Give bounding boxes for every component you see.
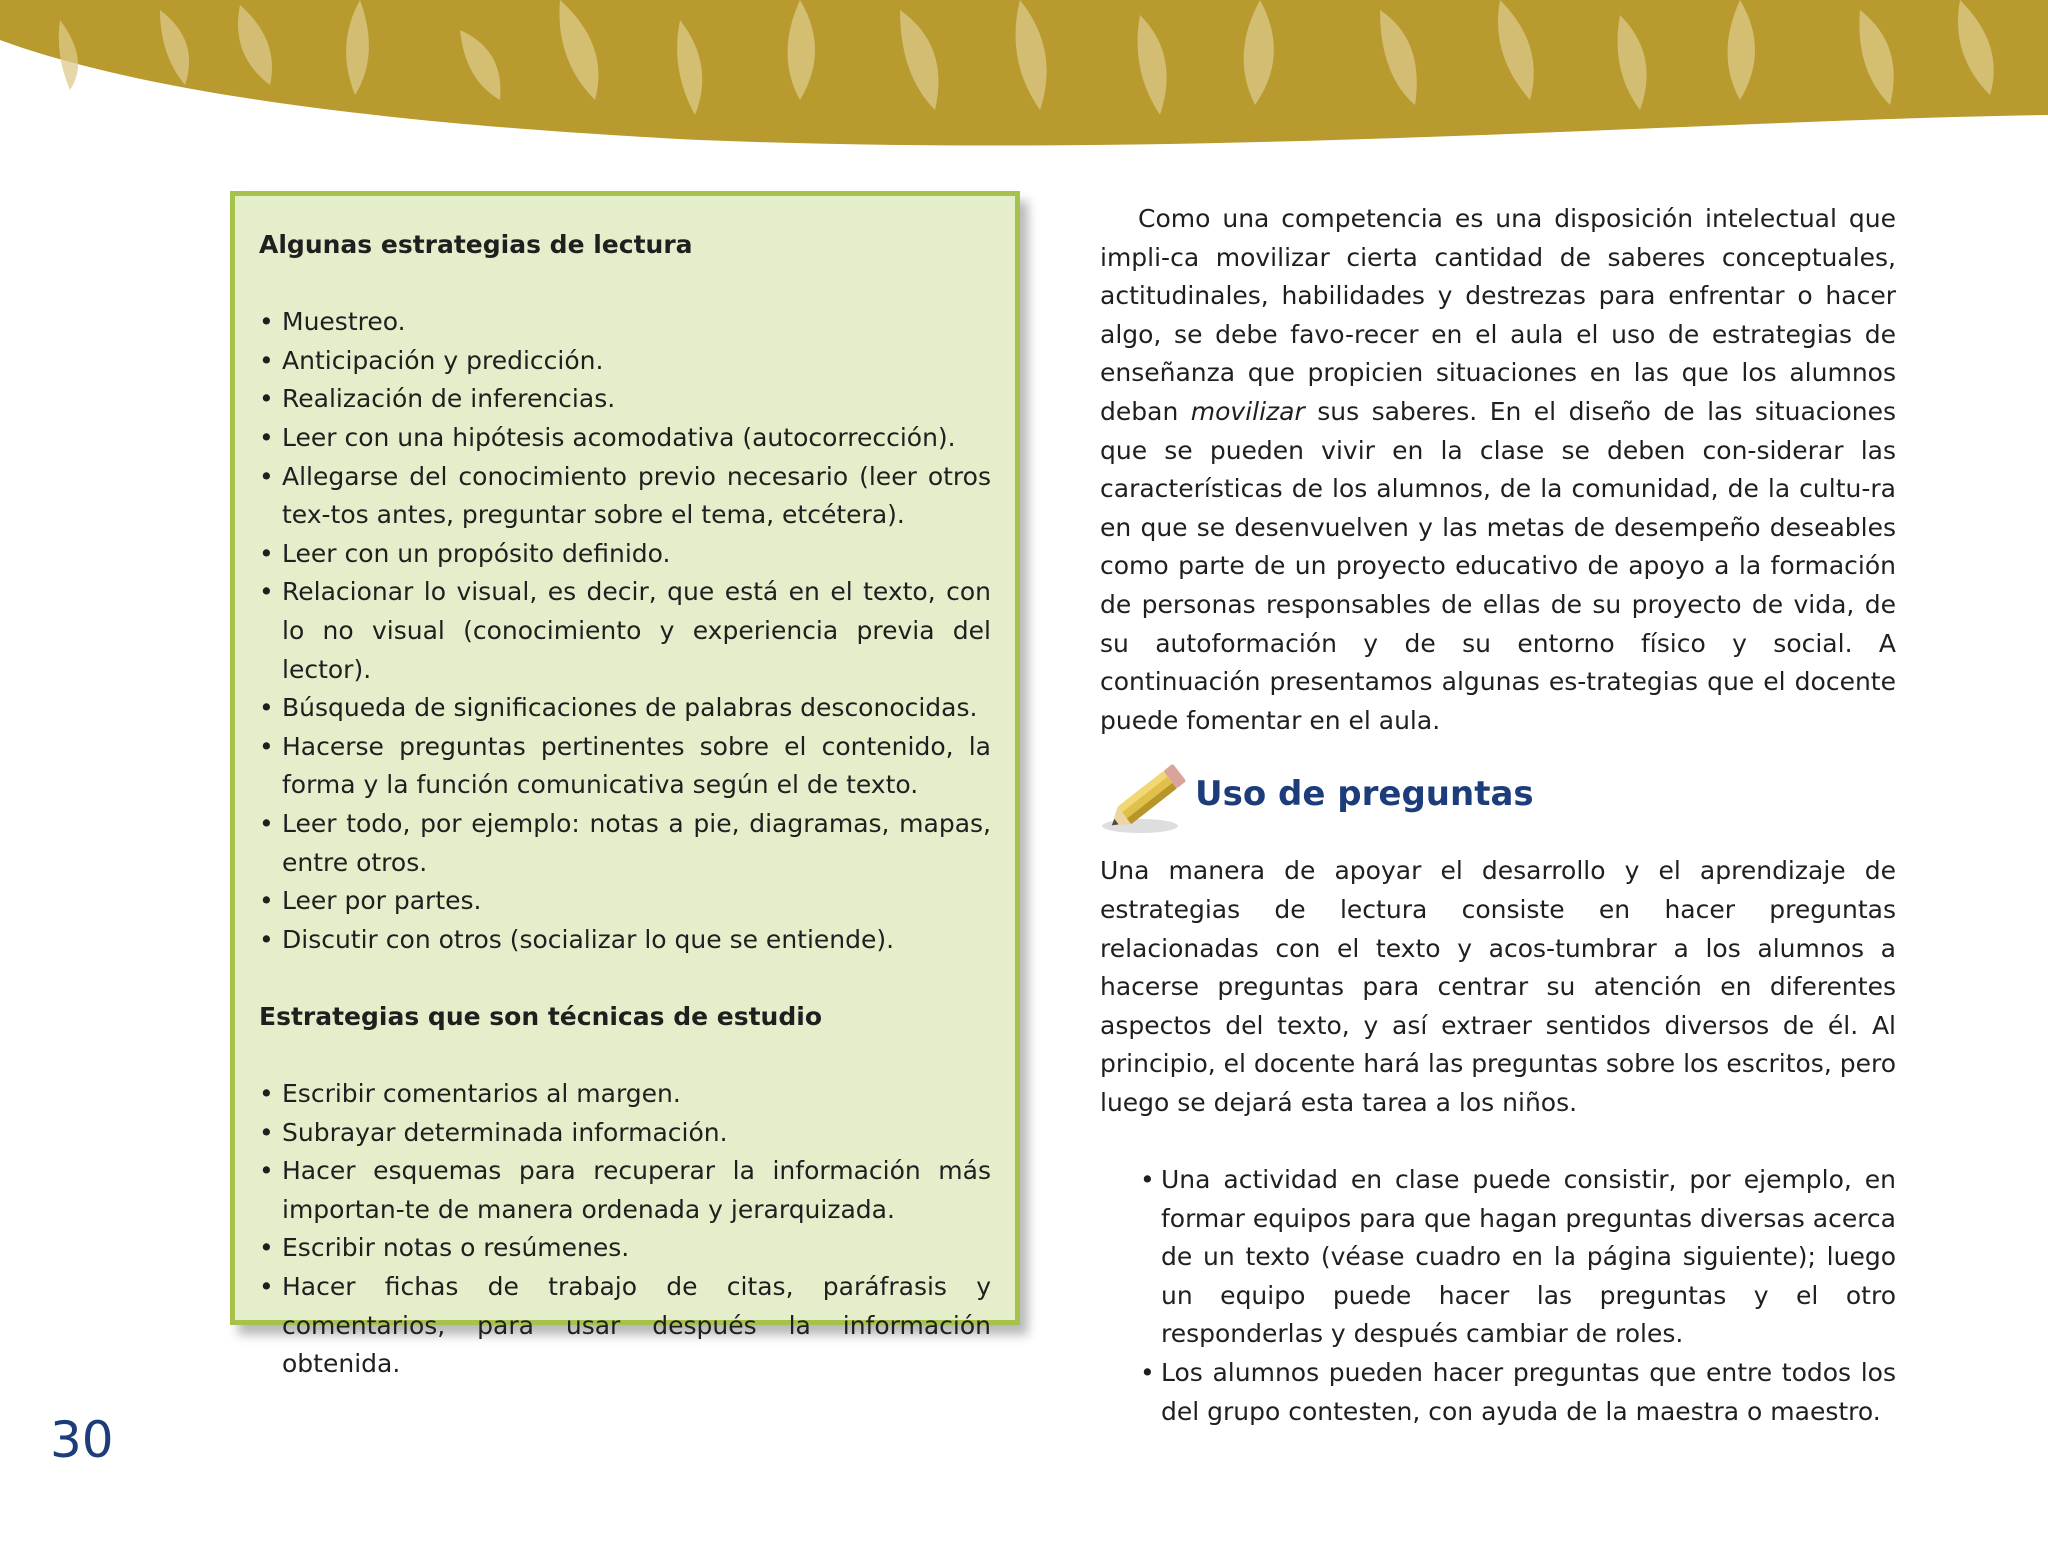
list-item: • Los alumnos pueden hacer preguntas que entre todos los del grupo contesten, con ayuda de la maestra o maestro. [1140,1354,1896,1431]
list-item: • Una actividad en clase puede consistir, por ejemplo, en formar equipos para que hagan preguntas diversas acerca de un texto (véase cuadro en la página siguiente); luego un equipo puede hacer las preguntas y el otro responderlas y después cambiar de roles. [1140,1161,1896,1354]
list-item: • Discutir con otros (socializar lo que se entiende). [259,921,991,960]
reading-strategies-box [230,191,1020,1379]
list-item: • Leer todo, por ejemplo: notas a pie, diagramas, mapas, entre otros. [259,805,991,882]
section-title: Uso de preguntas [1195,774,1534,815]
list-item: • Relacionar lo visual, es decir, que está en el texto, con lo no visual (conocimiento y experiencia previa del lector). [259,573,991,689]
list-item: • Muestreo. [259,303,991,342]
list-item: • Leer con un propósito definido. [259,535,991,574]
section-paragraph: Una manera de apoyar el desarrollo y el aprendizaje de estrategias de lectura consiste en hacer preguntas relacionadas con el texto y acos-tumbrar a los alumnos a hacerse preguntas para centrar su atención en diferentes aspectos del texto, y así extraer sentidos diversos de él. Al principio, el docente hará las preguntas sobre los escritos, pero luego se dejará esta tarea a los niños. [1100,856,1896,1117]
section-header [1100,754,1896,840]
study-techniques-list [259,1075,991,1384]
intro-italic-word: movilizar [1190,396,1305,426]
list-item: • Hacer esquemas para recuperar la información más importan-te de manera ordenada y jerarquizada. [259,1152,991,1229]
list-item: • Leer por partes. [259,882,991,921]
box-heading-strategies: Algunas estrategias de lectura [259,230,693,259]
intro-paragraph [1100,200,1896,740]
right-column [1100,200,1896,1431]
list-item: • Hacerse preguntas pertinentes sobre el contenido, la forma y la función comunicativa según el de texto. [259,728,991,805]
list-item: • Realización de inferencias. [259,380,991,419]
list-item: • Hacer fichas de trabajo de citas, paráfrasis y comentarios, para usar después la información obtenida. [259,1268,991,1384]
list-item: • Leer con una hipótesis acomodativa (autocorrección). [259,419,991,458]
page-number: 30 [50,1411,114,1469]
box-heading-study-techniques: Estrategias que son técnicas de estudio [259,1001,822,1031]
decorative-banner [0,0,2048,170]
pencil-icon [1100,754,1196,840]
list-item: • Allegarse del conocimiento previo necesario (leer otros tex-tos antes, preguntar sobre el tema, etcétera). [259,458,991,535]
list-item: • Anticipación y predicción. [259,342,991,381]
reading-strategies-list [259,303,991,959]
list-item: • Escribir notas o resúmenes. [259,1229,991,1268]
intro-text-end: sus saberes. En el diseño de las situaciones que se pueden vivir en la clase se deben con-siderar las características de los alumnos, de la comunidad, de la cultu-ra en que se desenvuelven y las metas de desempeño deseables como parte de un proyecto educativo de apoyo a la formación de personas responsables de ellas de su proyecto de vida, de su autoformación y de su entorno físico y social. A continuación presentamos algunas es-trategias que el docente puede fomentar en el aula. [1100,396,1896,735]
list-item: • Búsqueda de significaciones de palabras desconocidas. [259,689,991,728]
intro-text-start: Como una competencia es una disposición intelectual que impli-ca movilizar cierta cantidad de saberes conceptuales, actitudinales, habilidades y destrezas para enfrentar o hacer algo, se debe favo-recer en el aula el uso de estrategias de enseñanza que propicien situaciones en las que los alumnos deban [1100,204,1896,426]
activity-list [1100,1161,1896,1431]
list-item: • Escribir comentarios al margen. [259,1075,991,1114]
list-item: • Subrayar determinada información. [259,1114,991,1153]
